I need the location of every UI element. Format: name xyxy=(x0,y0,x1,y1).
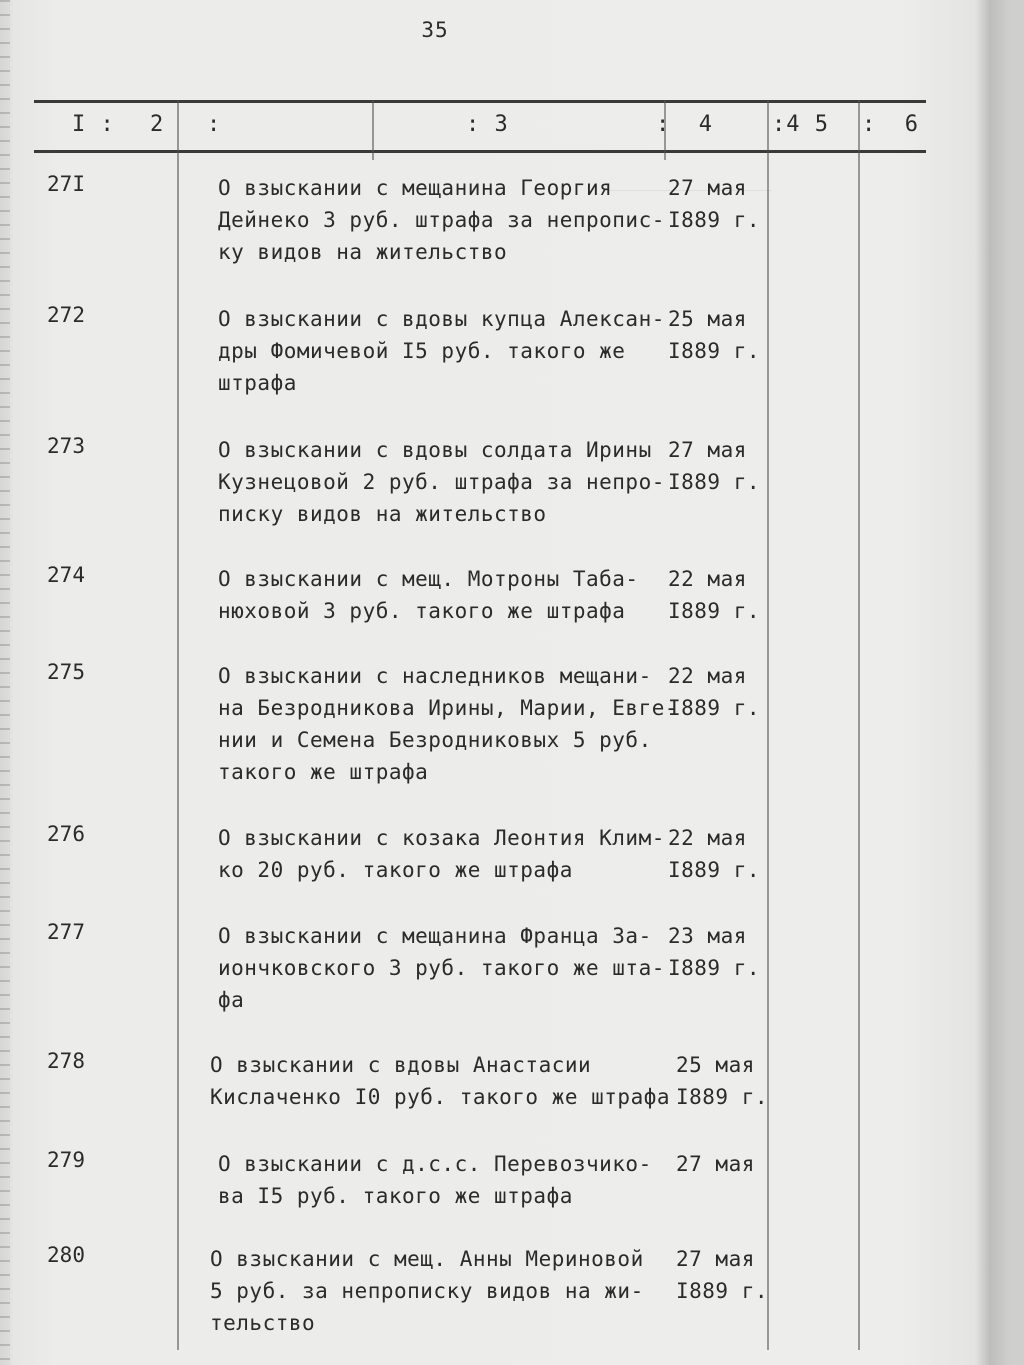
header-col-6: : 6 xyxy=(862,112,919,137)
row-number: 277 xyxy=(47,920,85,944)
header-col-1: I : xyxy=(72,112,115,137)
row-description: О взыскании с д.с.с. Перевозчико- ва I5 руб. такого же штрафа xyxy=(218,1152,652,1208)
bleed-through-mark xyxy=(194,795,765,825)
header-col-2: 2 : xyxy=(150,112,222,137)
row-number: 27I xyxy=(47,172,85,196)
row-description: О взыскании с мещанина Георгия Дейнеко 3 руб. штрафа за непропис- ку видов на жительство xyxy=(218,176,665,264)
row-date: 25 мая I889 г. xyxy=(676,1053,769,1109)
row-date: 27 мая I889 г. xyxy=(676,1247,769,1303)
row-number: 280 xyxy=(47,1243,85,1267)
header-col-45: :4 5 xyxy=(772,112,829,137)
row-description: О взыскании с мещ. Анны Мериновой 5 руб. за непрописку видов на жи- тельство xyxy=(210,1247,644,1335)
row-number: 274 xyxy=(47,563,85,587)
row-date: 25 мая I889 г. xyxy=(668,307,761,363)
row-number: 279 xyxy=(47,1148,85,1172)
page-number: 35 xyxy=(421,18,449,42)
row-date: 27 мая xyxy=(676,1152,755,1176)
row-description: О взыскании с мещанина Франца За- иончковского 3 руб. такого же шта- фа xyxy=(218,924,665,1012)
row-description: О взыскании с вдовы купца Алексан- дры Фомичевой I5 руб. такого же штрафа xyxy=(218,307,665,395)
row-description: О взыскании с вдовы солдата Ирины Кузнецовой 2 руб. штрафа за непро- писку видов на жительство xyxy=(218,438,665,526)
row-description: О взыскании с вдовы Анастасии Кислаченко I0 руб. такого же штрафа xyxy=(210,1053,671,1109)
row-date: 27 мая I889 г. xyxy=(668,438,761,494)
header-col-4: : 4 xyxy=(656,112,713,137)
row-date: 23 мая I889 г. xyxy=(668,924,761,980)
column-divider xyxy=(858,100,860,1350)
binding-edge xyxy=(0,0,10,1365)
header-bottom-rule xyxy=(34,150,926,153)
row-date: 22 мая I889 г. xyxy=(668,826,761,882)
bleed-through-mark xyxy=(194,535,765,565)
column-divider xyxy=(372,100,374,160)
row-number: 276 xyxy=(47,822,85,846)
column-divider xyxy=(177,100,179,1350)
row-number: 278 xyxy=(47,1049,85,1073)
row-date: 22 мая I889 г. xyxy=(668,664,761,720)
row-description: О взыскании с козака Леонтия Клим- ко 20 руб. такого же штрафа xyxy=(218,826,665,882)
row-number: 275 xyxy=(47,660,85,684)
row-description: О взыскании с мещ. Мотроны Таба- нюховой 3 руб. такого же штрафа xyxy=(218,567,639,623)
row-number: 272 xyxy=(47,303,85,327)
row-description: О взыскании с наследников мещани- на Безродникова Ирины, Марии, Евге- нии и Семена Безродниковых 5 руб. такого же штрафа xyxy=(218,664,679,784)
header-col-3: : 3 xyxy=(466,112,509,137)
row-date: 27 мая I889 г. xyxy=(668,176,761,232)
header-top-rule xyxy=(34,100,926,103)
row-date: 22 мая I889 г. xyxy=(668,567,761,623)
row-number: 273 xyxy=(47,434,85,458)
